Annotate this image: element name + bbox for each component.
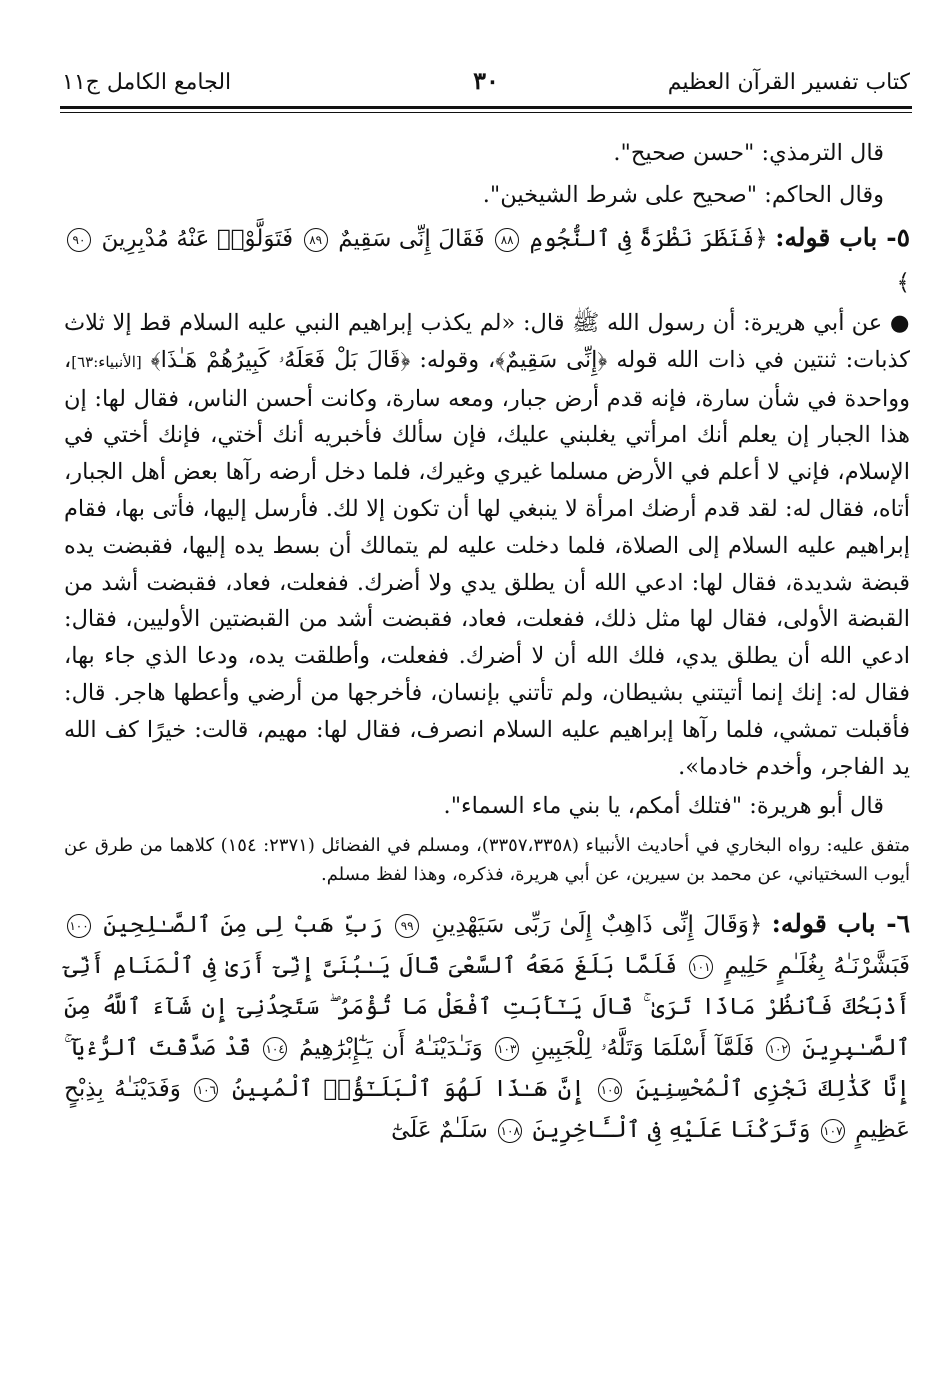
collection-volume: الجامع الكامل ج١١ bbox=[62, 70, 232, 95]
chapter-5-title: ٥- باب قوله: bbox=[775, 223, 911, 252]
chapter-5-heading bbox=[64, 216, 910, 305]
verse-104-text: وَنَـٰدَيْنَـٰهُ أَن يَـٰٓإِبْرَٰهِيمُ bbox=[299, 1035, 483, 1062]
verse-number-89: ٨٩ bbox=[304, 228, 328, 252]
verse-number-103: ١٠٣ bbox=[495, 1037, 519, 1061]
verse-107-text: وَفَدَيْنَـٰهُ بِذِبْحٍ عَظِيمٍ bbox=[64, 1076, 910, 1144]
tirmidhi-grading: قال الترمذي: "حسن صحيح". bbox=[613, 140, 884, 166]
verse-number-106: ١٠٦ bbox=[194, 1078, 218, 1102]
verse-109-text: سَلَـٰمٌ عَلَىٰٓ bbox=[391, 1117, 488, 1144]
verse-number-107: ١٠٧ bbox=[821, 1119, 845, 1143]
running-header bbox=[62, 62, 910, 106]
verse-close-bracket: ﴾ bbox=[896, 270, 910, 296]
hadith-part-1: عن أبي هريرة: أن رسول الله ﷺ قال: «لم يكذب إبراهيم النبي عليه السلام قط إلا ثلاث كذبات: ثنتين في ذات الله قوله ﴿إِنِّى سَقِيمٌ﴾، وقوله: ﴿قَالَ بَلْ فَعَلَهُۥ كَبِيرُهُمْ هَـٰذَا﴾ bbox=[64, 310, 910, 373]
verse-99-text: ﴿وَقَالَ إِنِّى ذَاهِبٌ إِلَىٰ رَبِّى سَيَهْدِينِ bbox=[431, 912, 763, 939]
abu-hurayrah-statement: قال أبو هريرة: "فتلك أمكم، يا بني ماء السماء". bbox=[443, 793, 884, 820]
verse-108-text: وَتَرَكْنَا عَلَيْهِ فِى ٱلْـَٔاخِرِينَ bbox=[532, 1117, 811, 1144]
verse-100-text: رَبِّ هَبْ لِى مِنَ ٱلصَّـٰلِحِينَ bbox=[103, 912, 383, 939]
page-number: ٣٠ bbox=[473, 66, 499, 95]
verse-101-text: فَبَشَّرْنَـٰهُ بِغُلَـٰمٍ حَلِيمٍ bbox=[724, 953, 911, 980]
verse-number-99: ٩٩ bbox=[395, 914, 419, 938]
verse-88-text: ﴿فَنَظَرَ نَظْرَةً فِى ٱلنُّجُومِ bbox=[529, 226, 768, 252]
hadith-part-2: ، وواحدة في شأن سارة، فإنه قدم أرض جبار، ومعه سارة، وكانت أحسن الناس، فقال لها: إن هذا الجبار إن يعلم أنك امرأتي يغلبني عليك، فإن سألك فأخبريه أنك أختي، فإنك أختي في الإسلام، فإني لا أعلم في الأرض مسلما غيري وغيرك، فلما دخل أرضه رآها بعض أهل الجبار، أتاه، فقال له: لقد قدم أرضك امرأة لا ينبغي لها أن تكون إلا لك. فأرسل إليها، فأتى بها، فقام إبراهيم عليه السلام إلى الصلاة، فلما دخلت عليه لم يتمالك أن بسط يده إليها، فقبضت يده قبضة شديدة، فقال لها: ادعي الله أن يطلق يدي ولا أضرك. ففعلت، فعاد، فقبضت أشد من القبضة الأولى، فقال لها مثل ذلك، ففعلت، فعاد، فقبضت أشد من القبضتين الأوليين، فقال: ادعي الله أن يطلق يدي، فلك الله أن لا أضرك. ففعلت، وأطلقت يده، ودعا الذي جاء بها، فقال له: إنك إنما أتيتني بشيطان، ولم تأتني بإنسان، فأخرجها من أرضي وأعطها هاجر. قال: فأقبلت تمشي، فلما رآها إبراهيم عليه السلام انصرف، فقال لها: مهيم، قالت: خيرًا كف الله يد الفاجر، وأخدم خادما». bbox=[64, 346, 910, 780]
verse-number-88: ٨٨ bbox=[495, 228, 519, 252]
verse-number-100: ١٠٠ bbox=[67, 914, 91, 938]
hakim-grading: وقال الحاكم: "صحيح على شرط الشيخين". bbox=[482, 182, 884, 208]
verse-90-text: فَتَوَلَّوْا۟ عَنْهُ مُدْبِرِينَ bbox=[101, 226, 294, 252]
book-title: كتاب تفسير القرآن العظيم bbox=[667, 70, 910, 95]
header-rule-thick bbox=[60, 106, 912, 109]
verse-103-text: فَلَمَّآ أَسْلَمَا وَتَلَّهُۥ لِلْجَبِينِ bbox=[530, 1035, 755, 1062]
verse-number-102: ١٠٢ bbox=[766, 1037, 790, 1061]
verse-number-101: ١٠١ bbox=[689, 955, 713, 979]
verse-106-text: إِنَّ هَـٰذَا لَهُوَ ٱلْبَلَـٰٓؤُا۟ ٱلْمُبِينُ bbox=[231, 1076, 585, 1103]
surah-reference: [الأنبياء:٦٣] bbox=[71, 352, 142, 371]
verse-102-text: فَلَمَّا بَلَغَ مَعَهُ ٱلسَّعْىَ قَالَ يَـٰبُنَىَّ إِنِّىٓ أَرَىٰ فِى ٱلْمَنَامِ أَنِّىٓ أَذْبَحُكَ فَٱنظُرْ مَاذَا تَرَىٰ ۚ قَالَ يَـٰٓأَبَتِ ٱفْعَلْ مَا تُؤْمَرُ ۖ سَتَجِدُنِىٓ إِن شَآءَ ٱللَّهُ مِنَ ٱلصَّـٰبِرِينَ bbox=[64, 953, 911, 1062]
chapter-6-heading bbox=[64, 903, 910, 1151]
page-body bbox=[64, 132, 910, 1151]
verse-number-104: ١٠٤ bbox=[263, 1037, 287, 1061]
takhrij-note: متفق عليه: رواه البخاري في أحاديث الأنبياء (٣٣٥٧،٣٣٥٨)، ومسلم في الفضائل (٢٣٧١: ١٥٤) كلاهما من طرق عن أيوب السختياني، عن محمد بن سيرين، عن أبي هريرة، فذكره، وهذا لفظ مسلم. bbox=[64, 835, 910, 886]
bullet-icon: ● bbox=[889, 310, 911, 336]
header-rule-thin bbox=[60, 112, 912, 113]
verse-number-108: ١٠٨ bbox=[498, 1119, 522, 1143]
verse-89-text: فَقَالَ إِنِّى سَقِيمٌ bbox=[338, 226, 485, 252]
verse-number-105: ١٠٥ bbox=[598, 1078, 622, 1102]
chapter-6-title: ٦- باب قوله: bbox=[771, 909, 911, 939]
verse-105-text: قَدْ صَدَّقْتَ ٱلرُّءْيَآ ۚ إِنَّا كَذَٰلِكَ نَجْزِى ٱلْمُحْسِنِينَ bbox=[64, 1035, 911, 1103]
verse-number-90: ٩٠ bbox=[67, 228, 91, 252]
hadith-text bbox=[64, 305, 910, 785]
